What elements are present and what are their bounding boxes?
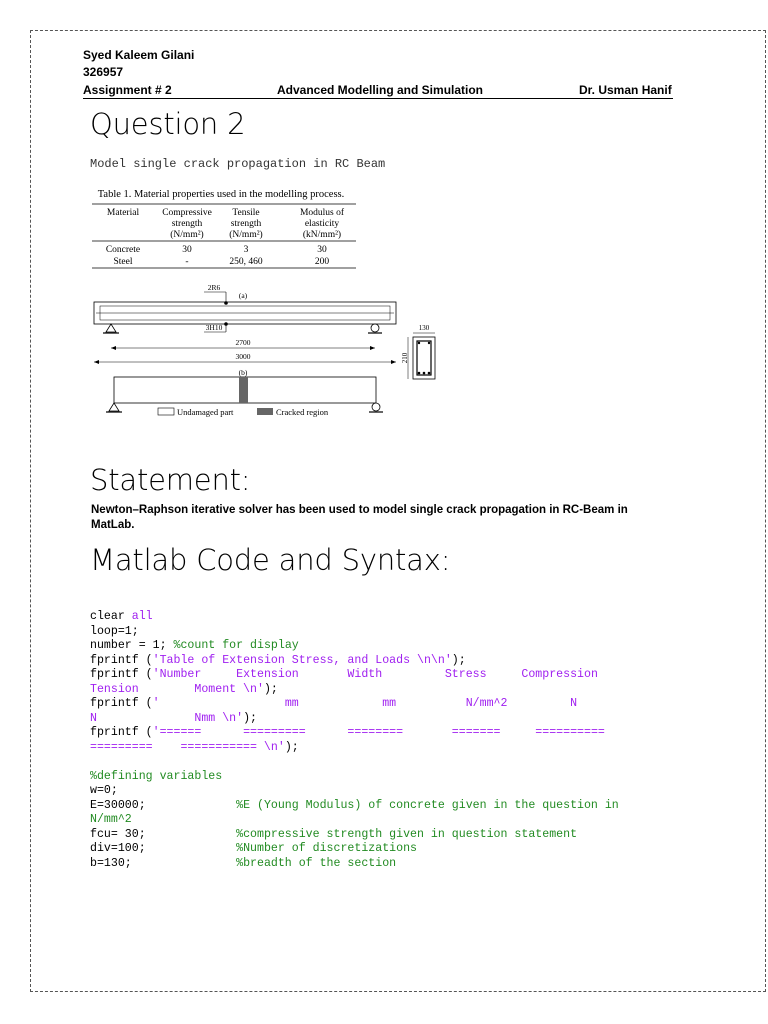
question-subtitle: Model single crack propagation in RC Beam	[90, 157, 386, 171]
code-token: '====== ========= ======== ======= ==========	[152, 726, 605, 739]
code-token: ' mm mm N/mm^2 N	[152, 697, 578, 710]
section-top-bar-l	[418, 342, 420, 344]
dim-span-1-arrow-r	[370, 346, 375, 350]
legend-cracked-swatch	[257, 408, 273, 415]
code-line	[90, 770, 690, 785]
code-token: N/mm^2	[90, 813, 132, 826]
cell-r0-c0: Concrete	[105, 245, 141, 255]
code-token: %breadth of the section	[236, 856, 397, 870]
cell-r1-c1: -	[185, 257, 189, 267]
code-token: );	[243, 711, 257, 725]
code-line	[90, 712, 690, 727]
code-line	[90, 654, 690, 669]
section-stirrup	[417, 341, 431, 375]
support-left-a	[106, 324, 116, 332]
code-line	[90, 784, 690, 799]
statement-title: Statement:	[90, 463, 251, 497]
code-line	[90, 842, 690, 857]
label-section-width: 130	[418, 324, 430, 332]
code-token: %compressive strength given in question statement	[236, 827, 578, 841]
header-rule	[83, 98, 673, 99]
label-section-height: 210	[401, 352, 409, 364]
section-top-bar-r	[428, 342, 430, 344]
code-token: );	[451, 653, 466, 667]
col-header-tensile-l3: (N/mm²)	[229, 230, 263, 240]
section-bottom-bar-2	[423, 372, 426, 375]
code-line	[90, 828, 690, 843]
code-token: %defining variables	[90, 769, 223, 783]
dim-span-2-arrow-l	[94, 360, 99, 364]
code-token: ========= =========== \n'	[90, 740, 285, 754]
code-line	[90, 799, 690, 814]
support-left-b	[109, 403, 119, 411]
code-token: );	[263, 682, 278, 696]
code-token: clear	[90, 610, 132, 623]
code-token: N Nmm \n'	[90, 711, 244, 725]
legend-undamaged-label: Undamaged part	[177, 407, 234, 417]
code-section-title: Matlab Code and Syntax:	[90, 543, 451, 577]
legend-cracked-label: Cracked region	[276, 407, 329, 417]
code-token: %Number of discretizations	[236, 842, 418, 855]
col-header-modulus-l2: elasticity	[304, 219, 340, 229]
col-header-compressive-l1: Compressive	[162, 208, 212, 218]
cell-r1-c2: 250, 460	[229, 257, 263, 267]
code-token: fprintf (	[90, 653, 153, 667]
label-bottom-bar: 3H10	[205, 323, 223, 332]
code-line	[90, 813, 690, 828]
cross-section	[401, 324, 435, 379]
label-b: (b)	[238, 368, 248, 377]
code-line	[90, 755, 690, 770]
cell-r0-c2: 3	[243, 245, 249, 255]
beam-figure	[86, 180, 446, 425]
table-caption: Table 1. Material properties used in the modelling process.	[97, 189, 345, 200]
statement-body: Newton–Raphson iterative solver has been used to model single crack propagation in RC-Beam in MatLab.	[91, 504, 628, 531]
cell-r0-c1: 30	[182, 245, 192, 255]
col-header-modulus-l3: (kN/mm²)	[302, 230, 342, 240]
assignment-label: Assignment # 2	[83, 83, 172, 97]
code-token: fprintf (	[90, 668, 153, 681]
code-token: Tension Moment \n'	[90, 682, 264, 696]
code-token: number = 1;	[90, 639, 174, 652]
code-block	[90, 610, 690, 871]
instructor-name: Dr. Usman Hanif	[579, 83, 672, 97]
author-name: Syed Kaleem Gilani	[83, 48, 195, 62]
code-token: %count for display	[173, 639, 299, 652]
code-token: fcu= 30;	[90, 827, 237, 841]
section-bottom-bar-1	[418, 372, 421, 375]
code-line	[90, 726, 690, 741]
code-token: div=100;	[90, 842, 237, 855]
code-token: fprintf (	[90, 726, 153, 739]
course-name: Advanced Modelling and Simulation	[277, 83, 484, 97]
dim-span-2-arrow-r	[391, 360, 396, 364]
code-line	[90, 639, 690, 654]
label-span-2: 3000	[235, 352, 251, 361]
code-token: all	[131, 610, 153, 623]
col-header-modulus-l1: Modulus of	[299, 208, 345, 218]
table-body	[106, 245, 330, 267]
label-span-1: 2700	[235, 338, 251, 347]
table-header	[107, 207, 345, 240]
code-line	[90, 741, 690, 756]
support-right-b	[372, 403, 380, 411]
col-header-tensile-l2: strength	[230, 219, 262, 229]
code-token: loop=1;	[90, 624, 139, 638]
code-line	[90, 857, 690, 872]
cracked-region	[239, 377, 248, 403]
code-token: E=30000;	[90, 798, 237, 812]
dim-span-1-arrow-l	[111, 346, 116, 350]
code-line	[90, 683, 690, 698]
code-line	[90, 625, 690, 640]
section-bottom-bar-3	[428, 372, 431, 375]
cell-r1-c0: Steel	[113, 257, 133, 267]
code-token: );	[284, 740, 299, 754]
code-token: b=130;	[90, 856, 237, 870]
cell-r0-c3: 30	[317, 245, 327, 255]
code-line	[90, 610, 690, 625]
col-header-tensile-l1: Tensile	[232, 208, 260, 218]
code-line	[90, 668, 690, 683]
beam-b	[106, 368, 383, 417]
code-token: w=0;	[90, 784, 118, 797]
code-token: %E (Young Modulus) of concrete given in the question in	[236, 798, 619, 812]
col-header-material: Material	[106, 208, 140, 218]
col-header-compressive-l2: strength	[171, 219, 203, 229]
code-token: fprintf (	[90, 697, 153, 710]
student-id: 326957	[83, 65, 124, 79]
cell-r1-c3: 200	[314, 257, 330, 267]
question-title: Question 2	[90, 107, 246, 141]
label-top-bar: 2R6	[207, 283, 221, 292]
support-right-a	[371, 324, 379, 332]
code-line	[90, 697, 690, 712]
col-header-compressive-l3: (N/mm²)	[170, 230, 204, 240]
beam-a	[94, 283, 396, 364]
label-a: (a)	[238, 291, 248, 300]
code-token: 'Number Extension Width Stress Compression	[152, 668, 598, 681]
legend-undamaged-swatch	[158, 408, 174, 415]
code-token: 'Table of Extension Stress, and Loads \n\n'	[152, 653, 452, 667]
